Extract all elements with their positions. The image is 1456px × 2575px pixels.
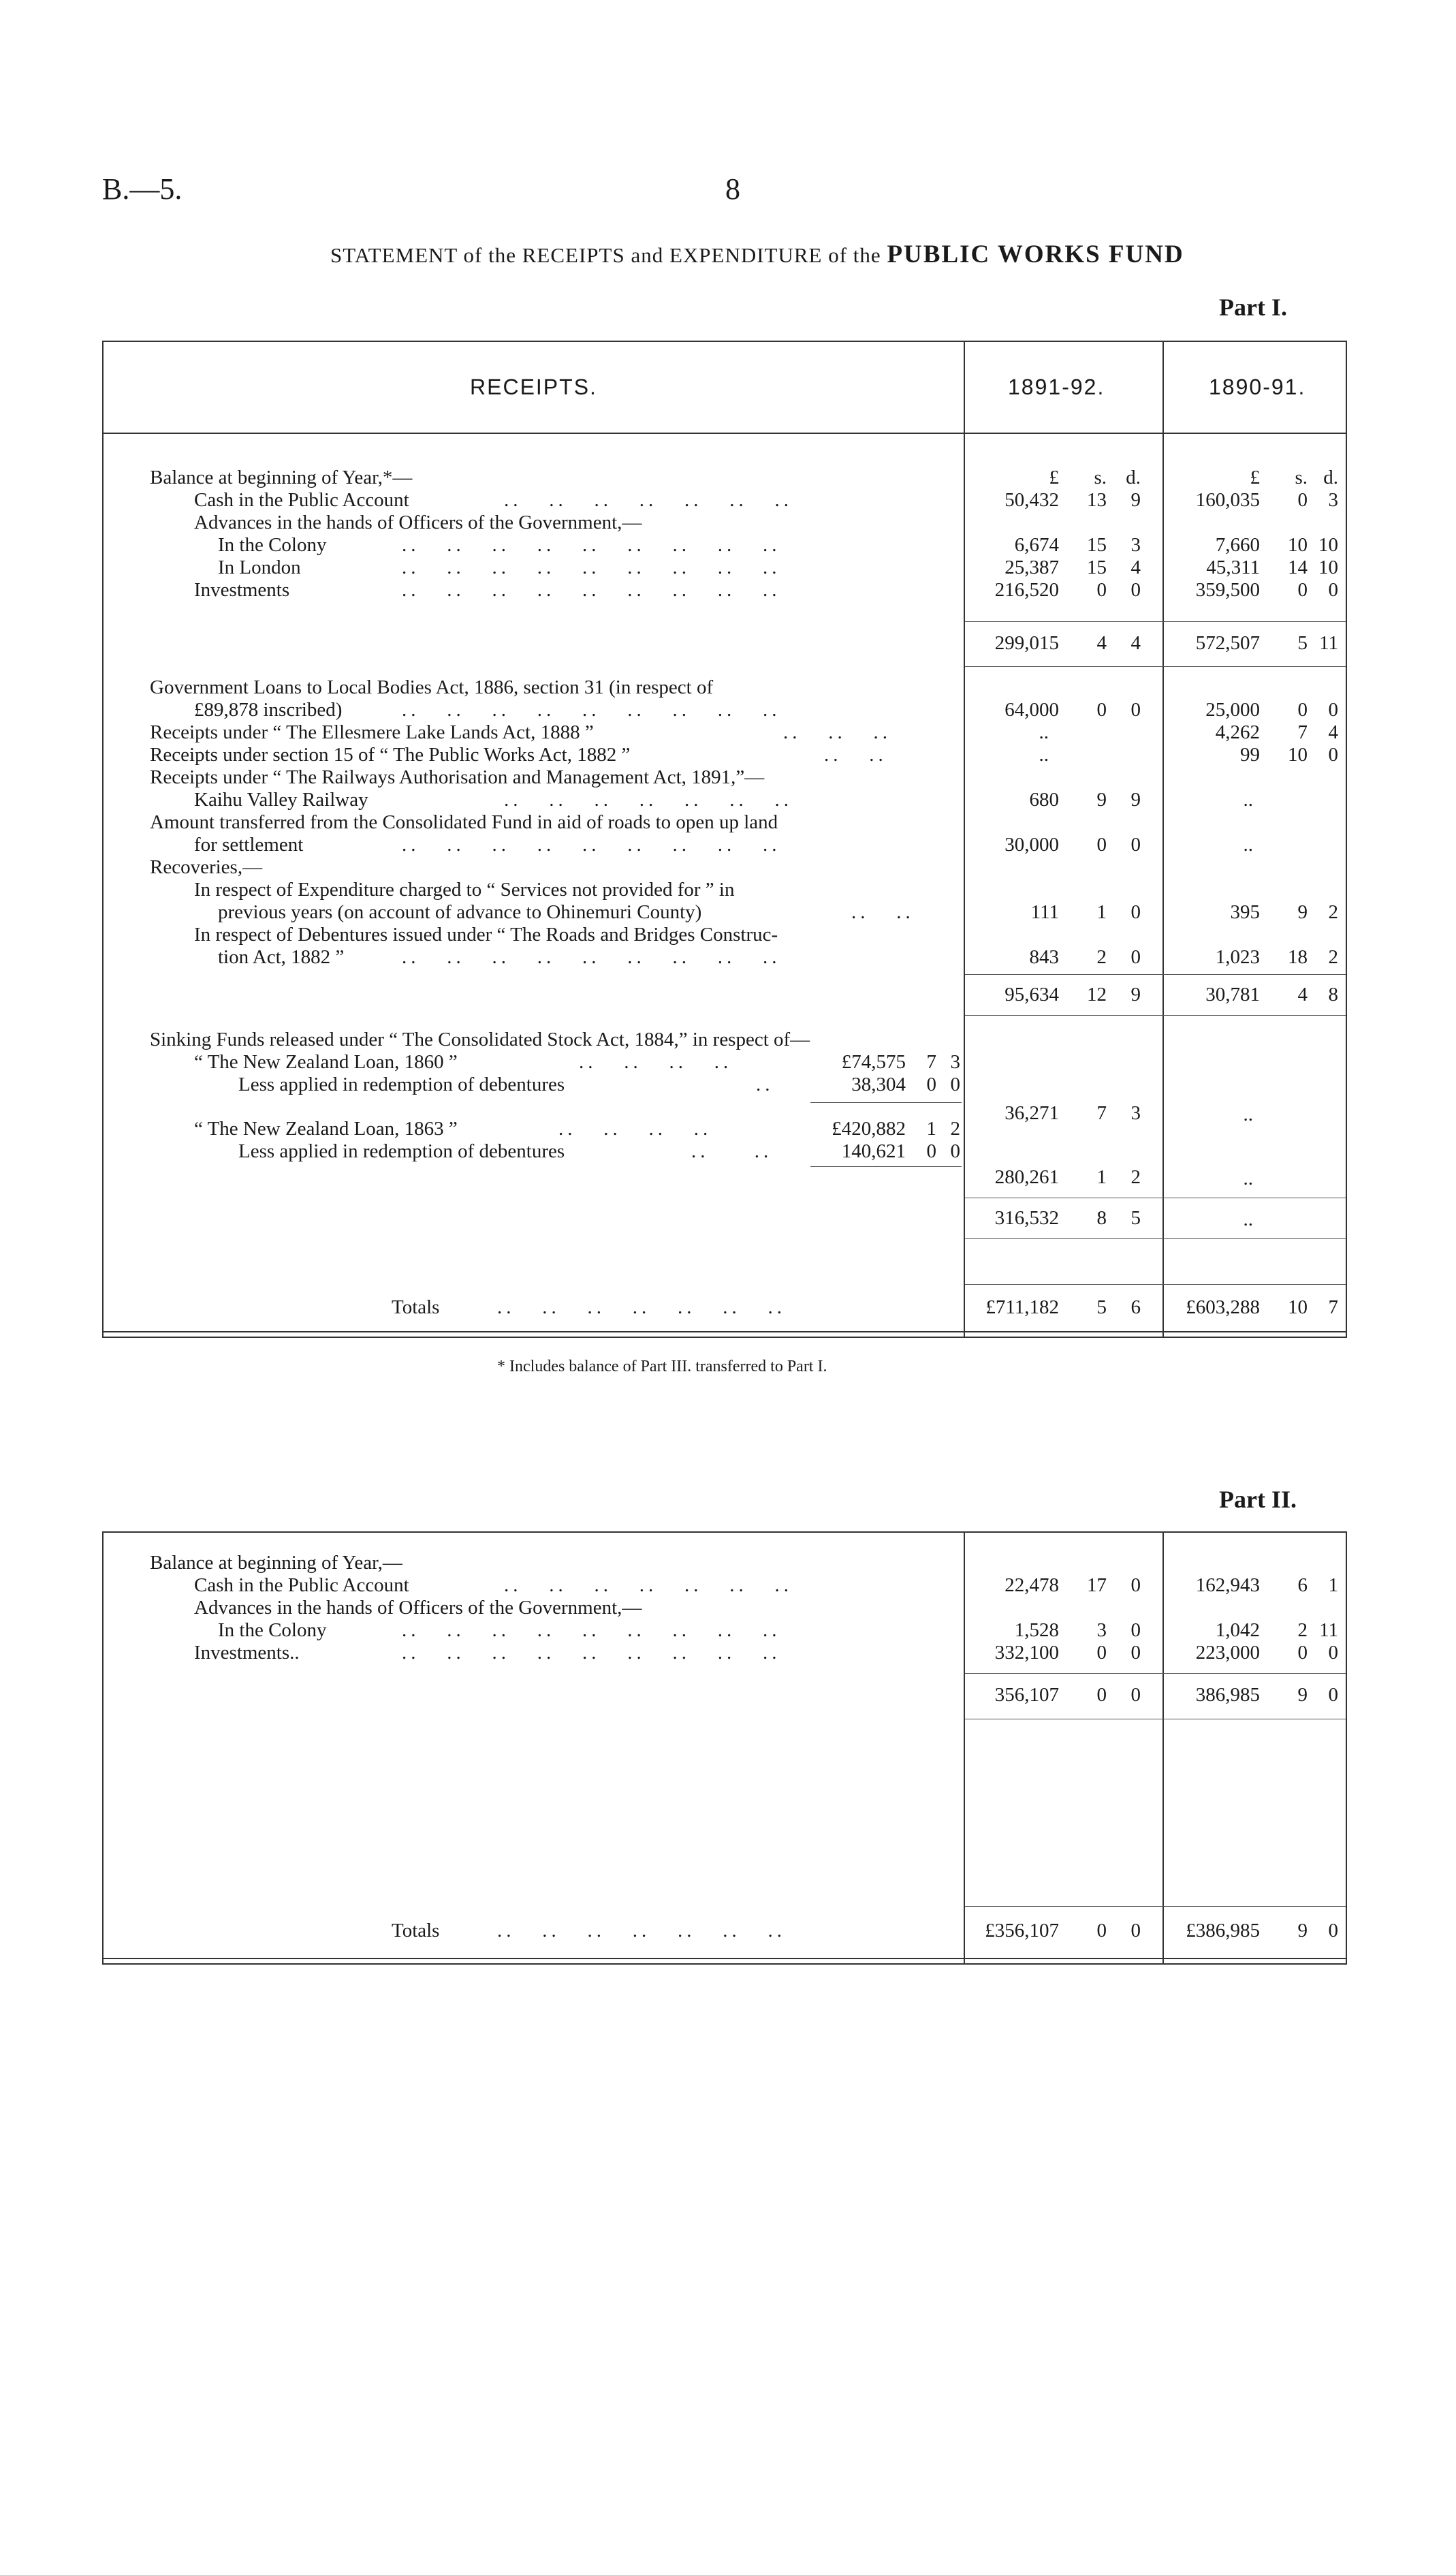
net-1860-1891-shillings: 7 (1096, 1102, 1107, 1124)
subtotal-rule (965, 974, 1346, 975)
subtotal-1890-shillings: 5 (1297, 632, 1308, 654)
cell-1890-pounds: 395 (1230, 901, 1260, 923)
less-1860-pence: 0 (950, 1074, 960, 1095)
cell-1890-shillings: 0 (1297, 489, 1308, 511)
subtotal-1890-pence: 0 (1328, 1684, 1338, 1706)
cell-1890-pounds: 99 (1240, 744, 1260, 766)
cell-1891-pounds: 30,000 (1004, 834, 1059, 856)
subtotal-1890-pounds: 386,985 (1195, 1684, 1260, 1706)
table-right-rule (1346, 1531, 1347, 1963)
row-label: Investments.. (194, 1642, 300, 1664)
cell-1891-shillings: 2 (1096, 946, 1107, 968)
railways-line1: Receipts under “ The Railways Authorisation and Management Act, 1891,”— (150, 766, 765, 788)
recoveries-item2-line1: In respect of Debentures issued under “ The Roads and Bridges Construc- (194, 924, 778, 946)
cell-1891-pence: 0 (1130, 946, 1141, 968)
part-two-table (102, 1531, 1347, 1967)
cell-1890-shillings: 2 (1297, 1619, 1308, 1641)
subtotal-1891-shillings: 4 (1096, 632, 1107, 654)
subtotal-rule (965, 1015, 1346, 1016)
less-1863-pence: 0 (950, 1140, 960, 1162)
cell-1891-pounds: 111 (1030, 901, 1059, 923)
net-1863-1890-empty: .. (1243, 1168, 1253, 1189)
cell-1890-pounds: 162,943 (1195, 1574, 1260, 1596)
cell-1890-shillings: 18 (1288, 946, 1308, 968)
part-one-table (102, 341, 1347, 1341)
cell-1890-pence: 0 (1328, 699, 1338, 721)
subtotal-rule (965, 621, 1346, 622)
leader-dots: .. .. .. .. .. .. .. (504, 789, 793, 811)
subtotal-1891-shillings: 8 (1096, 1207, 1107, 1229)
subtotal-1891-pence: 9 (1130, 984, 1141, 1005)
part-one-label: Part I. (1219, 294, 1287, 321)
cell-1890-pounds: 45,311 (1206, 557, 1260, 578)
leader-dots: .. .. .. .. .. .. .. .. .. (402, 1642, 781, 1664)
cell-1890-pounds: 1,023 (1215, 946, 1260, 968)
cell-1891-pence: 0 (1130, 1619, 1141, 1641)
cell-1890-empty: .. (1243, 789, 1253, 811)
loan-1863-pence: 2 (950, 1118, 960, 1140)
page-number: 8 (725, 172, 740, 206)
cell-1891-pounds: 1,528 (1014, 1619, 1059, 1641)
railways-line2: Kaihu Valley Railway (194, 789, 368, 811)
cell-1891-shillings: 1 (1096, 901, 1107, 923)
cell-1890-pence: 2 (1328, 946, 1338, 968)
section15-label: Receipts under section 15 of “ The Public Works Act, 1882 ” (150, 744, 631, 766)
cell-1890-pence: 3 (1328, 489, 1338, 511)
cell-1891-shillings: 0 (1096, 1642, 1107, 1664)
cell-1891-shillings: 9 (1096, 789, 1107, 811)
loan-1860-pence: 3 (950, 1051, 960, 1073)
cell-1890-pounds: 4,262 (1215, 721, 1260, 743)
leader-dots: .. .. .. .. .. .. .. (504, 1574, 793, 1596)
table-top-rule (102, 341, 1347, 342)
unit-pound-a: £ (1049, 467, 1059, 488)
subtotal-1891-pence: 5 (1130, 1207, 1141, 1229)
advances-heading: Advances in the hands of Officers of the Government,— (194, 1597, 642, 1619)
cell-1891-empty: .. (1039, 721, 1049, 743)
subtraction-rule (810, 1102, 962, 1103)
cell-1891-shillings: 15 (1087, 534, 1107, 556)
leader-dots: .. .. .. .. .. .. .. .. .. (402, 579, 781, 601)
table-right-rule (1346, 341, 1347, 1337)
cell-1891-pounds: 50,432 (1004, 489, 1059, 511)
cell-1890-pounds: 223,000 (1195, 1642, 1260, 1664)
unit-pound-b: £ (1250, 467, 1260, 488)
row-label: In the Colony (218, 534, 327, 556)
gov-loans-line1: Government Loans to Local Bodies Act, 1886, section 31 (in respect of (150, 676, 714, 698)
cell-1891-pence: 0 (1130, 1574, 1141, 1596)
cell-1891-pence: 4 (1130, 557, 1141, 578)
cell-1891-pounds: 6,674 (1014, 534, 1059, 556)
cell-1891-empty: .. (1039, 744, 1049, 766)
row-label: Cash in the Public Account (194, 489, 409, 511)
advances-heading: Advances in the hands of Officers of the Government,— (194, 512, 642, 533)
leader-dots: .. .. .. .. .. .. .. (497, 1920, 786, 1941)
title-fund-name: PUBLIC WORKS FUND (887, 240, 1184, 268)
net-1860-1891-pounds: 36,271 (1004, 1102, 1059, 1124)
unit-pence-a: d. (1126, 467, 1141, 488)
leader-dots: .. .. .. .. .. .. .. .. .. (402, 1619, 781, 1641)
footnote: * Includes balance of Part III. transferred to Part I. (497, 1358, 827, 1375)
leader-dots: .. .. .. (783, 721, 891, 743)
cell-1891-pounds: 843 (1029, 946, 1059, 968)
less-1863-pounds: 140,621 (841, 1140, 906, 1162)
subtotal-1890-empty: .. (1243, 1208, 1253, 1230)
leader-dots: .. .. .. .. .. .. .. .. .. (402, 946, 781, 968)
totals-1890-pounds: £603,288 (1186, 1296, 1260, 1318)
recoveries-item1-line1: In respect of Expenditure charged to “ Services not provided for ” in (194, 879, 735, 901)
leader-dots: .. (756, 1074, 774, 1095)
cell-1891-shillings: 0 (1096, 579, 1107, 601)
balance-heading: Balance at beginning of Year,— (150, 1552, 402, 1574)
header-bottom-rule (102, 433, 1347, 434)
cell-1891-pounds: 332,100 (994, 1642, 1059, 1664)
column-header-1890-91: 1890-91. (1209, 375, 1306, 399)
subtotal-1891-shillings: 0 (1096, 1684, 1107, 1706)
net-1863-1891-shillings: 1 (1096, 1166, 1107, 1188)
less-1860-shillings: 0 (926, 1074, 936, 1095)
cell-1891-shillings: 15 (1087, 557, 1107, 578)
cell-1890-empty: .. (1243, 834, 1253, 856)
cell-1890-shillings: 0 (1297, 579, 1308, 601)
cell-1891-pounds: 216,520 (994, 579, 1059, 601)
statement-title (330, 240, 1184, 269)
subtotal-1890-shillings: 9 (1297, 1684, 1308, 1706)
col-divider-1 (964, 1531, 965, 1963)
cell-1890-pence: 1 (1328, 1574, 1338, 1596)
table-top-rule (102, 1531, 1347, 1533)
cell-1891-shillings: 17 (1087, 1574, 1107, 1596)
cell-1890-shillings: 7 (1297, 721, 1308, 743)
cell-1891-pence: 0 (1130, 1642, 1141, 1664)
cell-1891-pence: 0 (1130, 579, 1141, 601)
subtotal-1890-pounds: 572,507 (1195, 632, 1260, 654)
ellesmere-label: Receipts under “ The Ellesmere Lake Lands Act, 1888 ” (150, 721, 594, 743)
row-label: In London (218, 557, 301, 578)
leader-dots: .. .. .. .. .. .. .. .. .. (402, 557, 781, 578)
leader-dots: .. .. .. .. .. .. .. .. .. (402, 699, 781, 721)
row-label: In the Colony (218, 1619, 327, 1641)
cell-1891-pence: 9 (1130, 789, 1141, 811)
loan-1860-shillings: 7 (926, 1051, 936, 1073)
table-bottom-rule-1 (102, 1331, 1347, 1332)
subtotal-1890-pence: 8 (1328, 984, 1338, 1005)
recoveries-item2-line2: tion Act, 1882 ” (218, 946, 345, 968)
cell-1890-pounds: 25,000 (1205, 699, 1260, 721)
cell-1891-shillings: 13 (1087, 489, 1107, 511)
column-header-1891-92: 1891-92. (1008, 375, 1105, 399)
totals-label: Totals (392, 1920, 440, 1941)
cell-1890-pounds: 160,035 (1195, 489, 1260, 511)
col-divider-1 (964, 341, 965, 1337)
sinking-heading: Sinking Funds released under “ The Consolidated Stock Act, 1884,” in respect of— (150, 1029, 810, 1050)
document-code: B.—5. (102, 172, 183, 206)
subtraction-rule (810, 1166, 962, 1167)
subtotal-1891-pounds: 299,015 (994, 632, 1059, 654)
subtotal-rule (965, 1238, 1346, 1239)
cell-1890-pence: 0 (1328, 744, 1338, 766)
cell-1890-pence: 10 (1318, 557, 1338, 578)
row-label: Cash in the Public Account (194, 1574, 409, 1596)
totals-1891-pounds: £711,182 (985, 1296, 1059, 1318)
recoveries-heading: Recoveries,— (150, 856, 263, 878)
cell-1891-pence: 3 (1130, 534, 1141, 556)
leader-dots: .. .. .. .. (579, 1051, 733, 1073)
part-two-label: Part II. (1219, 1486, 1297, 1513)
loan-1863-pounds: £420,882 (832, 1118, 906, 1140)
cell-1890-shillings: 0 (1297, 1642, 1308, 1664)
subtotal-1891-pence: 0 (1130, 1684, 1141, 1706)
cell-1890-shillings: 0 (1297, 699, 1308, 721)
totals-1890-pence: 7 (1328, 1296, 1338, 1318)
cell-1890-pounds: 1,042 (1215, 1619, 1260, 1641)
cell-1890-pence: 10 (1318, 534, 1338, 556)
table-bottom-rule-2 (102, 1963, 1347, 1965)
cell-1891-pence: 0 (1130, 699, 1141, 721)
totals-rule (965, 1284, 1346, 1285)
unit-shillings-a: s. (1094, 467, 1107, 488)
col-divider-2 (1162, 341, 1164, 1337)
table-bottom-rule-2 (102, 1337, 1347, 1338)
totals-1890-pence: 0 (1328, 1920, 1338, 1941)
subtotal-rule (965, 666, 1346, 667)
subtotal-1891-pounds: 316,532 (994, 1207, 1059, 1229)
cell-1890-shillings: 10 (1288, 534, 1308, 556)
totals-1891-pounds: £356,107 (985, 1920, 1059, 1941)
cell-1891-pence: 9 (1130, 489, 1141, 511)
loan-1860-pounds: £74,575 (841, 1051, 906, 1073)
table-bottom-rule-1 (102, 1958, 1347, 1959)
net-1860-1890-empty: .. (1243, 1104, 1253, 1125)
leader-dots: .. .. .. .. .. .. .. (497, 1296, 786, 1318)
row-label: Investments (194, 579, 290, 601)
totals-1890-shillings: 9 (1297, 1920, 1308, 1941)
cell-1891-pounds: 22,478 (1004, 1574, 1059, 1596)
totals-rule (965, 1906, 1346, 1907)
net-1863-1891-pounds: 280,261 (994, 1166, 1059, 1188)
recoveries-item1-line2: previous years (on account of advance to Ohinemuri County) (218, 901, 702, 923)
loan-1863-label: “ The New Zealand Loan, 1863 ” (194, 1118, 458, 1140)
cell-1890-pounds: 7,660 (1215, 534, 1260, 556)
subtotal-1890-pence: 11 (1319, 632, 1338, 654)
less-1863-shillings: 0 (926, 1140, 936, 1162)
loan-1860-label: “ The New Zealand Loan, 1860 ” (194, 1051, 458, 1073)
cell-1890-pence: 0 (1328, 1642, 1338, 1664)
cell-1891-pounds: 64,000 (1004, 699, 1059, 721)
leader-dots: .. .. .. .. .. .. .. .. .. (402, 534, 781, 556)
net-1860-1891-pence: 3 (1130, 1102, 1141, 1124)
subtotal-1891-pounds: 95,634 (1004, 984, 1059, 1005)
less-redemption-label: Less applied in redemption of debentures (238, 1074, 565, 1095)
table-left-rule (102, 1531, 104, 1963)
less-redemption-label: Less applied in redemption of debentures (238, 1140, 565, 1162)
leader-dots: .. .. (824, 744, 887, 766)
cell-1890-shillings: 6 (1297, 1574, 1308, 1596)
cell-1891-pounds: 680 (1029, 789, 1059, 811)
totals-1890-pounds: £386,985 (1186, 1920, 1260, 1941)
net-1863-1891-pence: 2 (1130, 1166, 1141, 1188)
cell-1891-shillings: 3 (1096, 1619, 1107, 1641)
cell-1890-shillings: 9 (1297, 901, 1308, 923)
cell-1891-pence: 0 (1130, 901, 1141, 923)
totals-1891-pence: 6 (1130, 1296, 1141, 1318)
cell-1890-pence: 0 (1328, 579, 1338, 601)
leader-dots: .. .. .. .. (558, 1118, 712, 1140)
totals-1891-shillings: 5 (1096, 1296, 1107, 1318)
leader-dots: .. .. (851, 901, 915, 923)
consolidated-line2: for settlement (194, 834, 304, 856)
title-prefix: STATEMENT of the RECEIPTS and EXPENDITURE of the (330, 243, 881, 267)
leader-dots: .. .. (691, 1140, 773, 1162)
less-1860-pounds: 38,304 (851, 1074, 906, 1095)
totals-label: Totals (392, 1296, 440, 1318)
gov-loans-line2: £89,878 inscribed) (194, 699, 343, 721)
cell-1890-pounds: 359,500 (1195, 579, 1260, 601)
subtotal-1891-shillings: 12 (1087, 984, 1107, 1005)
loan-1863-shillings: 1 (926, 1118, 936, 1140)
cell-1890-shillings: 14 (1288, 557, 1308, 578)
totals-1891-shillings: 0 (1096, 1920, 1107, 1941)
totals-1891-pence: 0 (1130, 1920, 1141, 1941)
cell-1891-pence: 0 (1130, 834, 1141, 856)
cell-1890-shillings: 10 (1288, 744, 1308, 766)
unit-pence-b: d. (1323, 467, 1338, 488)
subtotal-rule (965, 1673, 1346, 1674)
consolidated-line1: Amount transferred from the Consolidated Fund in aid of roads to open up land (150, 811, 778, 833)
totals-1890-shillings: 10 (1288, 1296, 1308, 1318)
unit-shillings-b: s. (1295, 467, 1308, 488)
cell-1891-shillings: 0 (1096, 834, 1107, 856)
cell-1890-pence: 2 (1328, 901, 1338, 923)
subtotal-1890-pounds: 30,781 (1205, 984, 1260, 1005)
column-header-receipts: RECEIPTS. (470, 375, 597, 399)
cell-1891-shillings: 0 (1096, 699, 1107, 721)
col-divider-2 (1162, 1531, 1164, 1963)
leader-dots: .. .. .. .. .. .. .. .. .. (402, 834, 781, 856)
leader-dots: .. .. .. .. .. .. .. (504, 489, 793, 511)
subtotal-1891-pence: 4 (1130, 632, 1141, 654)
cell-1890-pence: 11 (1319, 1619, 1338, 1641)
subtotal-1891-pounds: 356,107 (994, 1684, 1059, 1706)
cell-1891-pounds: 25,387 (1004, 557, 1059, 578)
cell-1890-pence: 4 (1328, 721, 1338, 743)
balance-heading: Balance at beginning of Year,*— (150, 467, 413, 488)
table-left-rule (102, 341, 104, 1337)
subtotal-1890-shillings: 4 (1297, 984, 1308, 1005)
